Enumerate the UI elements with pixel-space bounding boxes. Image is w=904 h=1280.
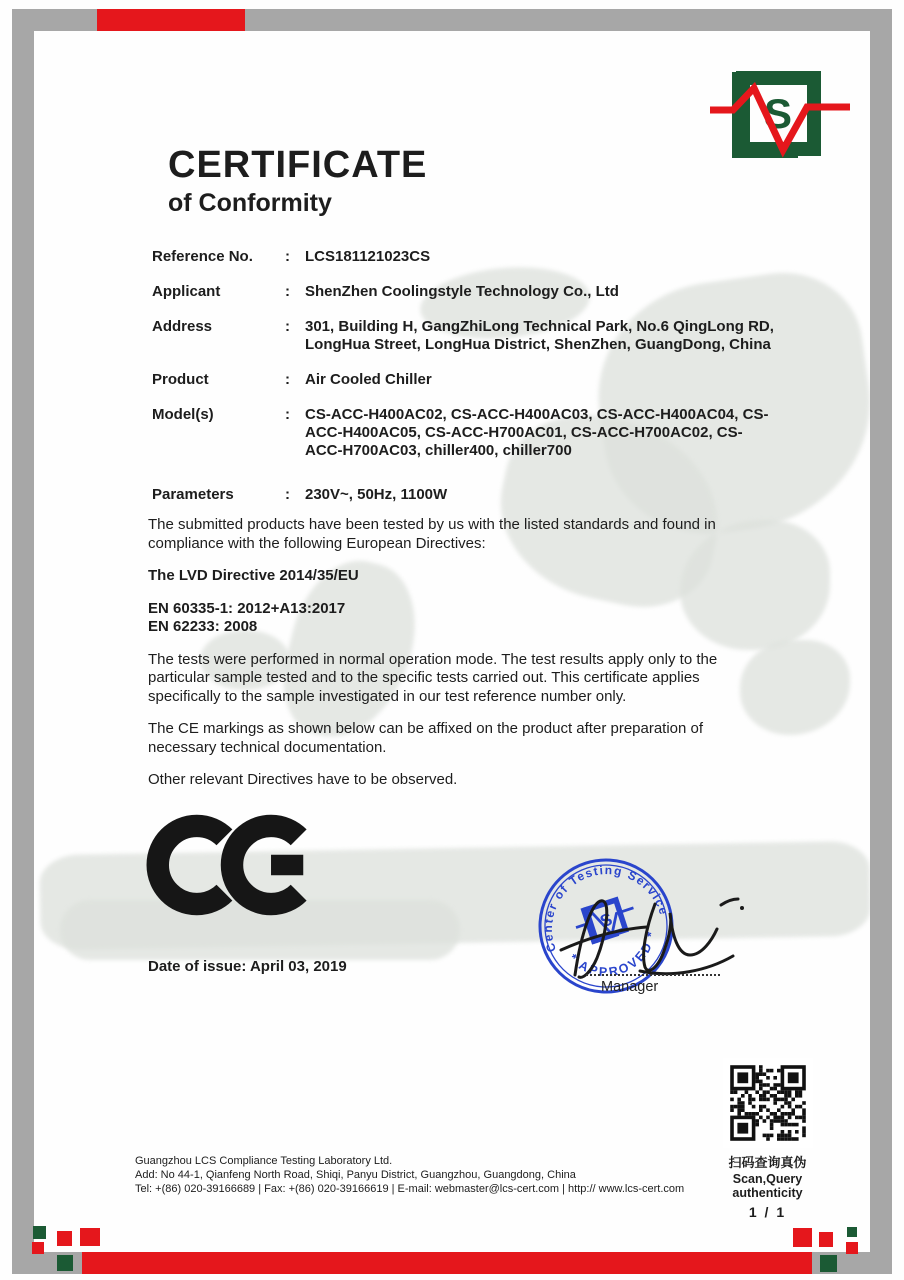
field-value: CS-ACC-H400AC02, CS-ACC-H400AC03, CS-ACC-H400AC04, CS-ACC-H400AC05, CS-ACC-H700AC01, CS-ACC-H700AC02, CS-ACC-H700AC03, chiller400, chiller700 — [305, 406, 769, 459]
signature-line — [586, 974, 720, 976]
standards-list — [148, 600, 748, 637]
stamp-ring-text-bottom: * APPROVED * — [566, 928, 659, 980]
field-row-address — [152, 318, 812, 354]
map-blob — [740, 640, 850, 735]
title-line1: CERTIFICATE — [168, 144, 428, 186]
footer-company: Guangzhou LCS Compliance Testing Laboratory Ltd. — [135, 1155, 393, 1167]
field-colon: : — [285, 371, 290, 388]
field-row-reference — [152, 248, 812, 266]
field-row-models — [152, 406, 812, 460]
body-text — [148, 516, 748, 804]
tests-paragraph: The tests were performed in normal operation mode. The test results apply only to the particular sample tested and to the specific tests carried out. This certificate applies specifically to the sample investigated in our test reference number only. — [148, 650, 718, 705]
field-row-applicant — [152, 283, 812, 301]
lcs-logo — [710, 62, 850, 167]
field-value: Air Cooled Chiller — [305, 371, 432, 388]
frame-right-bar — [870, 9, 892, 1274]
frame-top-red-segment — [97, 9, 245, 31]
field-row-parameters — [152, 486, 812, 504]
footer-contacts: Tel: +(86) 020-39166689 | Fax: +(86) 020-39166619 | E-mail: webmaster@lcs-cert.com | http:// www.lcs-cert.com — [135, 1182, 685, 1195]
qr-caption-zh: 扫码查询真伪 — [728, 1155, 807, 1170]
ce-markings-paragraph: The CE markings as shown below can be affixed on the product after preparation of necessary technical documentation. — [148, 720, 704, 756]
title-line2: of Conformity — [168, 189, 332, 217]
field-label: Model(s) — [152, 406, 214, 423]
footer — [135, 1155, 710, 1196]
signer-title: Manager — [601, 979, 659, 995]
standard-item: EN 60335-1: 2012+A13:2017 — [148, 599, 346, 617]
stamp-ring-text-top: Center of Testing Service — [540, 862, 672, 954]
page-indicator: 1 / 1 — [748, 1204, 787, 1220]
frame-bottom-red-segment — [82, 1252, 812, 1274]
ce-mark — [146, 810, 314, 920]
field-colon: : — [285, 406, 290, 423]
field-value: 230V~, 50Hz, 1100W — [305, 486, 448, 503]
field-table — [152, 248, 812, 521]
stamp-logo-letter: S — [597, 908, 615, 932]
qr-caption-en: Scan,Query authenticity — [732, 1172, 803, 1200]
intro-paragraph: The submitted products have been tested by us with the listed standards and found in compliance with the following European Directives: — [148, 516, 716, 552]
field-colon: : — [285, 248, 290, 265]
field-label: Product — [152, 371, 209, 388]
directive-line: The LVD Directive 2014/35/EU — [148, 567, 359, 584]
decor-square-green — [33, 1226, 46, 1239]
decor-square-red — [846, 1242, 858, 1254]
field-value: ShenZhen Coolingstyle Technology Co., Ltd — [305, 283, 619, 300]
field-row-product — [152, 371, 812, 389]
field-value: 301, Building H, GangZhiLong Technical Park, No.6 QingLong RD, LongHua Street, LongHua District, ShenZhen, GuangDong, China — [305, 318, 774, 353]
field-value: LCS181121023CS — [305, 248, 431, 265]
certificate-title — [168, 144, 427, 218]
decor-square-red — [32, 1242, 44, 1254]
standard-item: EN 62233: 2008 — [148, 618, 258, 635]
other-directives-paragraph: Other relevant Directives have to be observed. — [148, 771, 458, 788]
qr-block — [700, 1058, 835, 1220]
decor-square-green — [847, 1227, 857, 1237]
decor-square-green — [57, 1255, 73, 1271]
decor-square-red — [819, 1232, 833, 1247]
footer-address: Add: No 44-1, Qianfeng North Road, Shiqi, Panyu District, Guangzhou, Guangdong, China — [135, 1168, 576, 1181]
date-of-issue: Date of issue: April 03, 2019 — [148, 958, 347, 975]
field-label: Parameters — [152, 486, 234, 503]
frame-left-bar — [12, 9, 34, 1274]
decor-square-red — [57, 1231, 72, 1246]
field-colon: : — [285, 318, 290, 335]
decor-square-green — [820, 1255, 837, 1272]
qr-code — [723, 1058, 813, 1148]
field-label: Applicant — [152, 283, 221, 300]
field-label: Address — [152, 318, 213, 335]
lcs-logo-letter: S — [763, 90, 793, 137]
decor-square-red — [793, 1228, 812, 1247]
field-colon: : — [285, 283, 290, 300]
decor-square-red — [80, 1228, 100, 1246]
field-colon: : — [285, 486, 290, 503]
field-label: Reference No. — [152, 248, 253, 265]
